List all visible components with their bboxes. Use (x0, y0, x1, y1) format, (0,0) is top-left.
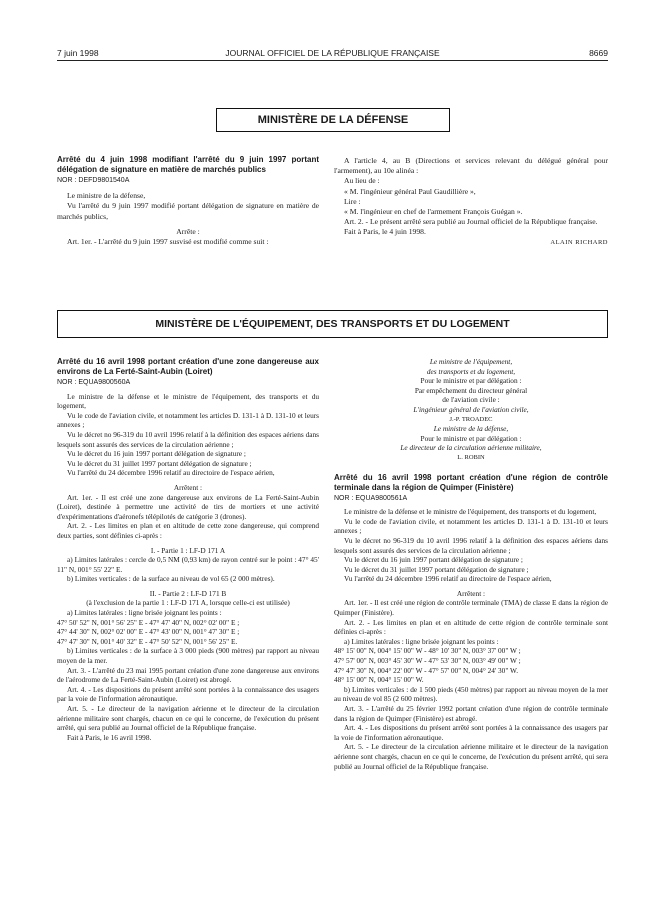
arrete2-title: Arrêté du 16 avril 1998 portant création d'une zone dangereuse aux environs de La Ferté-Saint-Aubin (Loiret) (57, 357, 319, 376)
signature-line: Le ministre de l'équipement, (429, 357, 513, 366)
arrete3-p3: Vu le décret no 96-319 du 10 avril 1996 relatif à la définition des espaces aériens dans lesquels sont assurés des services de la circulation aérienne ; (334, 535, 608, 555)
arrete1-nor: NOR : DEFD9801540A (57, 177, 130, 184)
arrete3-point-line: 48° 15' 00" N, 004° 15' 00" W - 48° 10' 30" N, 003° 37' 00" W ; (334, 646, 521, 656)
arrete1-art2: Art. 2. - Le présent arrêté sera publié au Journal officiel de la République française. (344, 217, 598, 227)
arrete2-point-line: 47° 44' 30" N, 002° 02' 00" E - 47° 43' 00" N, 001° 47' 30" E ; (57, 627, 240, 637)
arrete2-part2-heading: II. - Partie 2 : LF-D 171 B (149, 588, 227, 598)
arrete2-art4: Art. 4. - Les dispositions du présent arrêté sont portées à la connaissance des usagers par la voie de l'information aéronautique. (57, 684, 319, 704)
arrete2-p2: Vu le code de l'aviation civile, et notamment les articles D. 131-1 à D. 131-10 et leurs annexes ; (57, 410, 319, 430)
arrete2-point-line: 47° 50' 52" N, 001° 56' 25" E - 47° 47' 40" N, 002° 02' 00" E ; (57, 617, 240, 627)
arrete2-p5: Vu le décret du 31 juillet 1997 portant délégation de signature ; (67, 458, 252, 468)
arrete3-art4: Art. 4. - Les dispositions du présent arrêté sont portées à la connaissance des usagers par la voie de l'information aéronautique. (334, 723, 608, 742)
signature-line: de l'aviation civile : (442, 395, 500, 405)
arrete2-part1-heading: I. - Partie 1 : LF-D 171 A (150, 545, 226, 555)
signature-line: Pour le ministre et par délégation : (420, 376, 522, 386)
arrete1-fait: Fait à Paris, le 4 juin 1998. (344, 227, 426, 237)
arrete3-p2: Vu le code de l'aviation civile, et notamment les articles D. 131-1 à D. 131-10 et leurs annexes ; (334, 516, 608, 536)
page-number: 8669 (589, 48, 608, 58)
signature-name: L. ROBIN (457, 453, 485, 461)
signature-line: Le directeur de la circulation aérienne militaire, (400, 443, 542, 453)
arrete2-part2-lateral: a) Limites latérales : ligne brisée joignant les points : (67, 608, 222, 618)
arrete3-p1: Le ministre de la défense et le ministre de l'équipement, des transports et du logement, (344, 507, 597, 517)
signature-line: Le ministre de la défense, (433, 424, 509, 434)
arrete3-art2: Art. 2. - Les limites en plan et en altitude de cette région de contrôle terminale sont définies ci-après : (334, 617, 608, 637)
arrete1-p1: Le ministre de la défense, (67, 191, 146, 201)
arrete3-vertical: b) Limites verticales : de 1 500 pieds (450 mètres) par rapport au niveau moyen de la mer au niveau de vol 85 (2 600 mètres). (334, 684, 608, 704)
arrete1-r5: « M. l'ingénieur en chef de l'armement François Guégan ». (344, 207, 523, 217)
arrete2-art3: Art. 3. - L'arrêté du 23 mai 1995 portant création d'une zone dangereuse aux environs de l'aérodrome de La Ferté-Saint-Aubin (Loiret) est abrogé. (57, 665, 319, 685)
ministry-heading-equipement: MINISTÈRE DE L'ÉQUIPEMENT, DES TRANSPORTS ET DU LOGEMENT (57, 310, 608, 338)
arrete1-r3: « M. l'ingénieur général Paul Gaudillière », (344, 186, 476, 196)
signature-line: L'ingénieur général de l'aviation civile, (413, 404, 529, 414)
arrete1-art1: Art. 1er. - L'arrêté du 9 juin 1997 susvisé est modifié comme suit : (67, 237, 269, 247)
arrete3-column (334, 357, 608, 771)
arrete3-p5: Vu le décret du 31 juillet 1997 portant délégation de signature ; (344, 564, 529, 574)
arrete2-fait: Fait à Paris, le 16 avril 1998. (67, 732, 152, 742)
arrete2-p1: Le ministre de la défense et le ministre de l'équipement, des transports et du logement, (57, 391, 319, 411)
signature-name: J.-P. TROADEC (449, 415, 493, 423)
arrete3-point-line: 48° 15' 00" N, 004° 15' 00" W. (334, 675, 424, 685)
arrete2-column (57, 357, 319, 742)
arrete2-nor: NOR : EQUA9800560A (57, 379, 131, 386)
signature-line: Pour le ministre et par délégation : (420, 433, 522, 443)
page-date: 7 juin 1998 (57, 48, 99, 58)
arrete3-p6: Vu l'arrêté du 24 décembre 1996 relatif au directoire de l'espace aérien, (344, 574, 552, 584)
arrete3-p4: Vu le décret du 16 juin 1997 portant délégation de signature ; (344, 555, 523, 565)
arrete3-arretent: Arrêtent : (456, 588, 486, 598)
arrete1-signature: ALAIN RICHARD (550, 238, 608, 246)
arrete1-r2: Au lieu de : (344, 176, 380, 186)
arrete2-p4: Vu le décret du 16 juin 1997 portant délégation de signature ; (67, 449, 246, 459)
arrete2-part2-exclusion: (à l'exclusion de la partie 1 : LF-D 171 A, lorsque celle-ci est utilisée) (86, 598, 290, 608)
arrete3-art1: Art. 1er. - Il est créé une région de contrôle terminale (TMA) de classe E dans la région de Quimper (Finistère). (334, 598, 608, 618)
arrete3-lateral: a) Limites latérales : ligne brisée joignant les points : (344, 636, 499, 646)
arrete2-point-line: 47° 47' 30" N, 001° 40' 32" E - 47° 50' 52" N, 001° 56' 25" E. (57, 636, 238, 646)
arrete2-part1-vertical: b) Limites verticales : de la surface au niveau de vol 65 (2 000 mètres). (67, 574, 275, 584)
arrete3-point-line: 47° 47' 30" N, 004° 22' 00" W - 47° 57' 00" N, 004° 24' 30" W. (334, 665, 519, 675)
arrete3-art3: Art. 3. - L'arrêté du 25 février 1992 portant création d'une région de contrôle terminale dans la région de Quimper (Finistère) est abrogé. (334, 704, 608, 723)
arrete2-p6: Vu l'arrêté du 24 décembre 1996 relatif au directoire de l'espace aérien, (67, 468, 275, 478)
arrete3-point-line: 47° 57' 00" N, 003° 45' 30" W - 47° 53' 30" N, 003° 49' 00" W ; (334, 656, 521, 666)
arrete2-art1: Art. 1er. - Il est créé une zone dangereuse aux environs de La Ferté-Saint-Aubin (Loiret), destinée à permettre une activité de tirs de mortiers et une activité d'expérimentations d'aéronefs télépilotés de catégorie 3 (drones). (57, 492, 319, 521)
arrete2-part2-vertical: b) Limites verticales : de la surface à 3 000 pieds (900 mètres) par rapport au niveau moyen de la mer. (57, 646, 319, 666)
arrete1-right-column (334, 156, 608, 248)
ministry-heading-defense: MINISTÈRE DE LA DÉFENSE (216, 108, 450, 132)
arrete1-left-column (57, 155, 319, 247)
arrete2-arretent: Arrêtent : (173, 482, 203, 492)
arrete2-art2: Art. 2. - Les limites en plan et en altitude de cette zone dangereuse, qui comprend deux parties, sont définies ci-après : (57, 521, 319, 540)
arrete1-p2: Vu l'arrêté du 9 juin 1997 modifié portant délégation de signature en matière de marchés publics, (57, 201, 319, 221)
signature-line: des transports et du logement, (426, 366, 516, 376)
arrete3-title: Arrêté du 16 avril 1998 portant création d'une région de contrôle terminale dans la région de Quimper (Finistère) (334, 472, 608, 492)
journal-title: JOURNAL OFFICIEL DE LA RÉPUBLIQUE FRANÇAISE (225, 48, 440, 58)
arrete1-r1: A l'article 4, au B (Directions et services relevant du délégué général pour l'armement), au 10e alinéa : (334, 156, 608, 176)
arrete1-arrete: Arrête : (176, 226, 200, 236)
signature-line: Par empêchement du directeur général (414, 385, 528, 395)
header-rule (57, 60, 608, 61)
arrete1-r4: Lire : (344, 196, 361, 206)
arrete1-title: Arrêté du 4 juin 1998 modifiant l'arrêté du 9 juin 1997 portant délégation de signature en matière de marchés publics (57, 155, 319, 174)
arrete3-nor: NOR : EQUA9800561A (334, 494, 408, 502)
arrete3-art5: Art. 5. - Le directeur de la circulation aérienne militaire et le directeur de la navigation aérienne sont chargés, chacun en ce qui le concerne, de l'exécution du présent arrêté, qui sera publié au Journal officiel de la République française. (334, 742, 608, 771)
arrete2-art5: Art. 5. - Le directeur de la navigation aérienne et le directeur de la circulation aérienne militaire sont chargés, chacun en ce qui le concerne, de l'exécution du présent arrêté, qui sera publié au Journal officiel de la République française. (57, 704, 319, 733)
arrete2-signatures (334, 357, 608, 463)
arrete2-part1-lateral: a) Limites latérales : cercle de 0,5 NM (0,93 km) de rayon centré sur le point : 47° 45' 11" N, 001° 55' 22" E. (57, 555, 319, 574)
arrete2-p3: Vu le décret no 96-319 du 10 avril 1996 relatif à la définition des espaces aériens dans lesquels sont assurés des services de la circulation aérienne ; (57, 429, 319, 449)
